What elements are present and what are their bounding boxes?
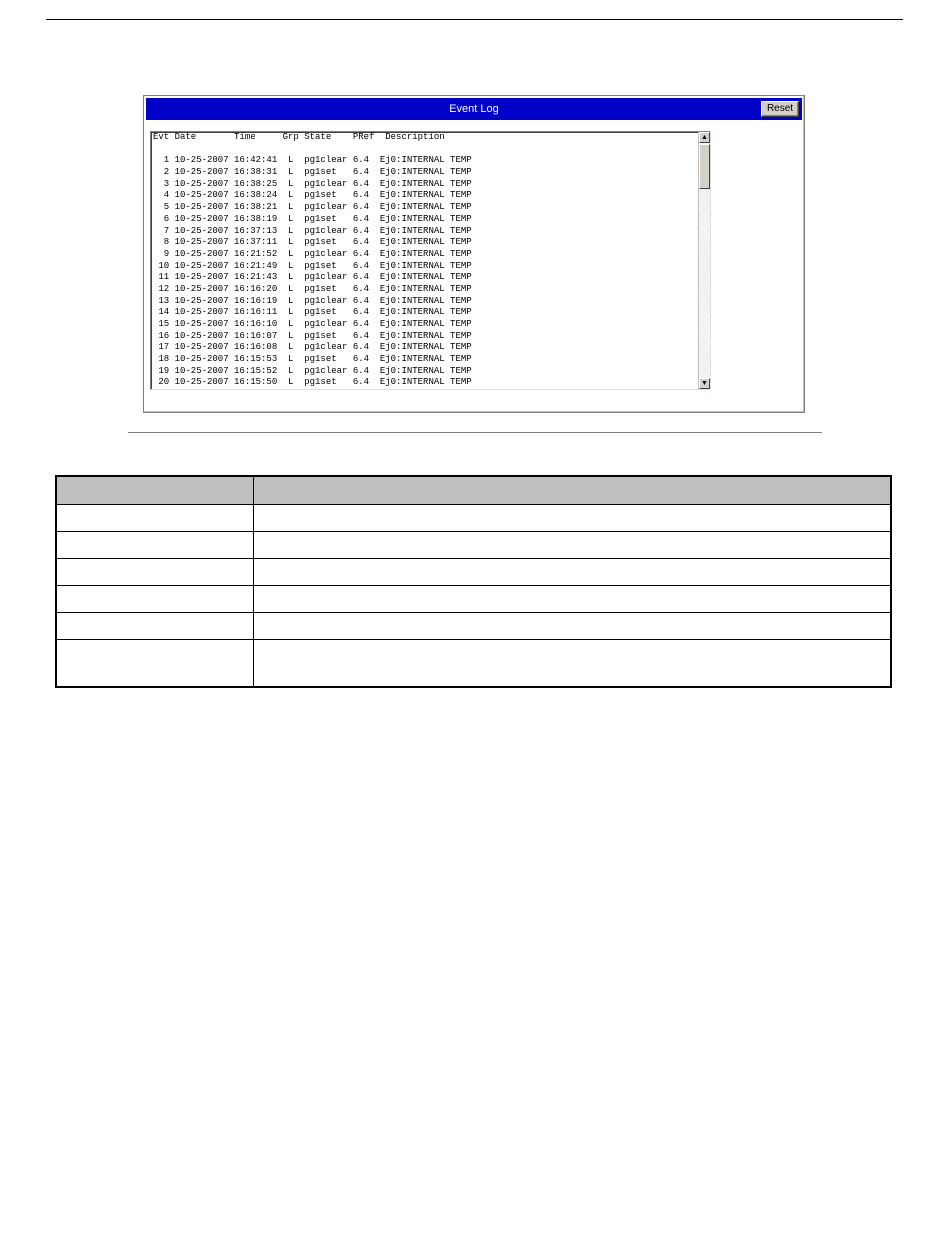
table-row (56, 532, 891, 559)
log-spacer (153, 144, 698, 156)
table-header-cell (56, 476, 254, 505)
log-row: 17 10-25-2007 16:16:08 L pg1clear 6.4 Ej0:INTERNAL TEMP (153, 342, 472, 353)
scroll-up-arrow-icon[interactable]: ▲ (699, 132, 710, 143)
log-row: 15 10-25-2007 16:16:10 L pg1clear 6.4 Ej0:INTERNAL TEMP (153, 319, 472, 329)
log-row: 7 10-25-2007 16:37:13 L pg1clear 6.4 Ej0:INTERNAL TEMP (153, 225, 472, 236)
log-header: Evt Date Time Grp State PRef Description (153, 132, 445, 142)
log-row: 4 10-25-2007 16:38:24 L pg1set 6.4 Ej0:INTERNAL TEMP (153, 190, 472, 201)
table-cell (254, 559, 892, 586)
log-row: 3 10-25-2007 16:38:25 L pg1clear 6.4 Ej0:INTERNAL TEMP (153, 178, 472, 189)
table-cell (56, 505, 254, 532)
table-cell (254, 586, 892, 613)
log-row: 2 10-25-2007 16:38:31 L pg1set 6.4 Ej0:INTERNAL TEMP (153, 167, 472, 178)
table-cell (254, 532, 892, 559)
vertical-scrollbar[interactable] (698, 132, 710, 389)
log-row: 8 10-25-2007 16:37:11 L pg1set 6.4 Ej0:INTERNAL TEMP (153, 237, 472, 248)
window-title: Event Log (449, 103, 499, 115)
table-cell (56, 532, 254, 559)
table-cell (56, 586, 254, 613)
table-cell (56, 613, 254, 640)
table-row (56, 586, 891, 613)
log-row: 18 10-25-2007 16:15:53 L pg1set 6.4 Ej0:INTERNAL TEMP (153, 354, 472, 365)
table-header-row (56, 476, 891, 505)
log-row: 11 10-25-2007 16:21:43 L pg1clear 6.4 Ej0:INTERNAL TEMP (153, 272, 472, 283)
top-rule (46, 19, 903, 20)
log-row: 14 10-25-2007 16:16:11 L pg1set 6.4 Ej0:INTERNAL TEMP (153, 307, 472, 318)
log-row: 9 10-25-2007 16:21:52 L pg1clear 6.4 Ej0:INTERNAL TEMP (153, 248, 472, 259)
log-row: 10 10-25-2007 16:21:49 L pg1set 6.4 Ej0:INTERNAL TEMP (153, 260, 472, 271)
log-row: 20 10-25-2007 16:15:50 L pg1set 6.4 Ej0:INTERNAL TEMP (153, 377, 472, 388)
table-cell (254, 640, 892, 688)
log-row: 12 10-25-2007 16:16:20 L pg1set 6.4 Ej0:INTERNAL TEMP (153, 283, 472, 294)
figure-rule (128, 432, 822, 433)
table-row (56, 505, 891, 532)
log-row: 16 10-25-2007 16:16:07 L pg1set 6.4 Ej0:INTERNAL TEMP (153, 330, 472, 341)
table-row (56, 613, 891, 640)
title-bar (146, 98, 802, 120)
log-row: 13 10-25-2007 16:16:19 L pg1clear 6.4 Ej0:INTERNAL TEMP (153, 295, 472, 306)
description-table (55, 475, 892, 688)
table-row (56, 559, 891, 586)
table-cell (254, 505, 892, 532)
log-row: 1 10-25-2007 16:42:41 L pg1clear 6.4 Ej0:INTERNAL TEMP (153, 155, 472, 166)
scroll-thumb[interactable] (699, 144, 710, 189)
table-cell (254, 613, 892, 640)
log-row: 5 10-25-2007 16:38:21 L pg1clear 6.4 Ej0:INTERNAL TEMP (153, 202, 472, 213)
event-log-list[interactable] (150, 131, 711, 390)
scroll-down-arrow-icon[interactable]: ▼ (699, 378, 710, 389)
table-row (56, 640, 891, 688)
table-header-cell (254, 476, 892, 505)
table-cell (56, 559, 254, 586)
table-cell (56, 640, 254, 688)
log-row: 19 10-25-2007 16:15:52 L pg1clear 6.4 Ej0:INTERNAL TEMP (153, 365, 472, 376)
log-text (153, 132, 698, 389)
reset-button[interactable]: Reset (761, 101, 799, 117)
log-row: 6 10-25-2007 16:38:19 L pg1set 6.4 Ej0:INTERNAL TEMP (153, 213, 472, 224)
event-log-window (143, 95, 805, 413)
